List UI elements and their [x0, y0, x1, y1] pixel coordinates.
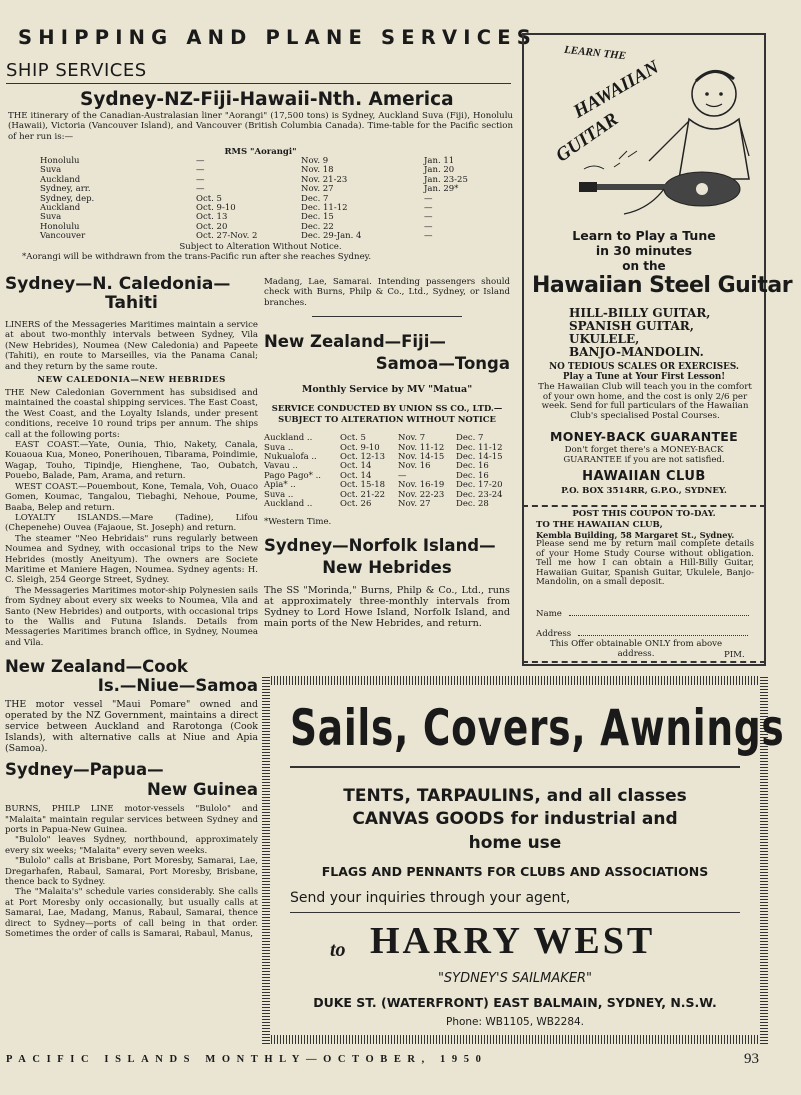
- hawaii-row: [40, 176, 480, 185]
- guitar-coupon: [522, 505, 766, 663]
- caledonia-heading-line2: Tahiti: [105, 293, 158, 313]
- hawaii-row: [40, 157, 480, 166]
- papua-p4: The "Malaita's" schedule varies considerably. She calls at Port Moresby only occasionally, but usually calls at Samarai, Lae, Madang, Manus, Rabaul, Samarai, thence direct to Sydney—ports of call being in that order. Sometimes the order of calls is Samarai, Rabaul, Manus,: [5, 887, 258, 940]
- hawaii-rms: RMS "Aorangi": [224, 147, 297, 157]
- fiji-cell: —: [398, 470, 407, 481]
- fiji-cell: Oct. 9-10: [340, 442, 380, 453]
- hawaii-cell: Suva: [40, 212, 62, 223]
- guitar-instrument-item: BANJO-MANDOLIN.: [569, 345, 704, 359]
- hawaii-cell: —: [196, 184, 205, 195]
- fiji-sub: Monthly Service by MV "Matua": [301, 384, 473, 396]
- hawaii-timetable: [40, 157, 480, 242]
- caledonia-p7: The Messageries Maritimes motor-ship Polynesien sails from Sydney about every six weeks to Noumea, Vila and Santo (New Hebrides) and outports, with occasional trips to the Wallis and Futuna Islands. Details from Messageries Maritimes branch office, in Sydney, Noumea and Vila.: [5, 585, 258, 648]
- hawaii-cell: —: [424, 203, 433, 214]
- fiji-cell: Oct. 14: [340, 470, 372, 481]
- coupon-name-label: Name: [536, 609, 562, 619]
- coupon-to: TO THE HAWAIIAN CLUB,: [536, 520, 663, 530]
- hawaii-cell: Oct. 13: [196, 212, 228, 223]
- fiji-conducted: SERVICE CONDUCTED BY UNION SS CO., LTD.—SUBJECT TO ALTERATION WITHOUT NOTICE: [271, 403, 503, 425]
- fiji-heading: [264, 331, 510, 375]
- middle-column: [264, 277, 510, 629]
- fiji-cell: Nukualofa ..: [264, 452, 317, 463]
- hawaii-row: [40, 213, 480, 222]
- hawaii-cell: —: [424, 193, 433, 204]
- guitar-club: HAWAIIAN CLUB: [582, 469, 706, 484]
- guitar-guarantee: MONEY-BACK GUARANTEE: [550, 429, 738, 444]
- coupon-address-label: Address: [536, 629, 572, 639]
- hawaii-cell: Nov. 9: [301, 156, 329, 166]
- hawaii-subject: Subject to Alteration Without Notice.: [179, 242, 342, 252]
- fiji-cell: Dec. 17-20: [456, 480, 503, 491]
- hawaii-cell: Auckland: [40, 203, 81, 214]
- fiji-cell: Vavau ..: [264, 461, 298, 472]
- hawaii-cell: Dec. 15: [301, 212, 334, 223]
- hawaii-cell: Dec. 11-12: [301, 203, 348, 214]
- sails-addr: DUKE ST. (WATERFRONT) EAST BALMAIN, SYDNEY, N.S.W.: [313, 995, 717, 1010]
- fiji-cell: Nov. 14-15: [398, 452, 445, 463]
- sails-ad: [262, 676, 785, 1044]
- hawaii-row: [40, 223, 480, 232]
- left-column: [5, 275, 258, 939]
- hawaii-note: *Aorangi will be withdrawn from the trans-Pacific run after she reaches Sydney.: [22, 252, 372, 262]
- papua-heading: [5, 760, 258, 800]
- fiji-cell: Suva ..: [264, 442, 294, 453]
- fiji-timetable: [264, 434, 510, 509]
- hawaii-heading: Sydney-NZ-Fiji-Hawaii-Nth. America: [80, 89, 454, 110]
- guitar-instrument-item: UKULELE,: [569, 332, 640, 346]
- fiji-cell: Apia* ..: [264, 480, 296, 491]
- hawaii-cell: —: [424, 231, 433, 242]
- guitar-title: Hawaiian Steel Guitar: [532, 273, 793, 298]
- guitar-ad: [522, 33, 793, 666]
- coupon-name-field[interactable]: [536, 609, 750, 619]
- papua-p1: BURNS, PHILP LINE motor-vessels "Bulolo" and "Malaita" maintain regular services between Sydney and ports in Papua-New Guinea.: [5, 804, 258, 835]
- sails-flags: FLAGS AND PENNANTS FOR CLUBS AND ASSOCIATIONS: [321, 864, 709, 879]
- fiji-cell: Suva ..: [264, 489, 294, 500]
- fiji-cell: Dec. 23-24: [456, 489, 503, 500]
- fiji-cell: Dec. 11-12: [456, 442, 503, 453]
- hawaii-cell: Jan. 11: [424, 156, 455, 166]
- hawaii-cell: Oct. 27-Nov. 2: [196, 231, 258, 242]
- cook-heading: [5, 657, 258, 695]
- fiji-cell: Nov. 16-19: [398, 480, 445, 491]
- hawaii-row: [40, 232, 480, 241]
- fiji-cell: Auckland ..: [264, 433, 313, 444]
- fiji-cell: Nov. 16: [398, 461, 431, 472]
- norfolk-heading-line2: New Hebrides: [322, 558, 452, 578]
- hawaii-cell: Jan. 29*: [424, 184, 459, 195]
- coupon-addr: Kembla Building, 58 Margaret St., Sydney.: [536, 530, 735, 540]
- guitar-no-scales: NO TEDIOUS SCALES OR EXERCISES.: [549, 362, 739, 372]
- guitar-play: Play a Tune at Your First Lesson!: [562, 372, 726, 382]
- section-rule: [6, 83, 511, 84]
- cook-heading-line2: Is.—Niue—Samoa: [97, 676, 258, 696]
- fiji-cell: Oct. 15-18: [340, 480, 386, 491]
- coupon-text: Please send me by return mail complete details of your Home Study Course without obligation. Tell me how I can obtain a Hill-Billy Guitar, Hawaiian Guitar, Spanish Guitar, Ukulele, Banjo-Mandolin, on a small deposit.: [536, 539, 754, 588]
- hawaii-cell: Nov. 21-23: [301, 174, 348, 185]
- guitar-hawaiian: HAWAIIAN: [569, 56, 663, 123]
- hawaii-cell: Jan. 23-25: [424, 174, 468, 185]
- guitar-guarantee-text: Don't forget there's a MONEY-BACK GUARANTEE if you are not satisfied.: [563, 445, 725, 465]
- guitar-body: The Hawaiian Club will teach you in the comfort of your own home, and the cost is only 2/6 per week. Send for full particulars of the Hawaiian Club's specialised Postal Courses.: [538, 382, 752, 421]
- sails-send: Send your inquiries through your agent,: [290, 890, 571, 906]
- caledonia-sub: NEW CALEDONIA—NEW HEBRIDES: [37, 375, 226, 386]
- fiji-cell: Oct. 12-13: [340, 452, 386, 463]
- fiji-cell: Oct. 14: [340, 461, 372, 472]
- fiji-cell: Dec. 16: [456, 470, 489, 481]
- hawaii-cell: Sydney, dep.: [40, 193, 95, 204]
- footer-text: PACIFIC ISLANDS MONTHLY—OCTOBER, 1950: [6, 1054, 488, 1065]
- hawaii-cell: Dec. 7: [301, 193, 329, 204]
- hawaii-cell: Honolulu: [40, 221, 80, 232]
- caledonia-heading: [5, 275, 258, 313]
- hawaii-cell: —: [196, 156, 205, 166]
- papua-p3: "Bulolo" calls at Brisbane, Port Moresby, Samarai, Lae, Dregarhafen, Rabaul, Samarai, Port Moresby, Brisbane, thence back to Sydney.: [5, 856, 258, 888]
- caledonia-p2: THE New Caledonian Government has subsidised and maintained the coastal shipping services. The East Coast, the West Coast, and the Loyalty Islands, under present conditions, receive 10 round trips per annum. The ships call at the following ports:: [5, 388, 258, 440]
- fiji-cell: Nov. 7: [398, 433, 426, 444]
- coupon-title: POST THIS COUPON TO-DAY.: [572, 509, 716, 519]
- middle-rule: [312, 316, 462, 317]
- papua-heading-line2: New Guinea: [146, 780, 258, 800]
- hawaii-cell: Dec. 22: [301, 221, 334, 232]
- sails-phone: Phone: WB1105, WB2284.: [445, 1016, 585, 1028]
- page-number: 93: [744, 1051, 759, 1067]
- hawaii-cell: Dec. 29-Jan. 4: [301, 231, 362, 242]
- caledonia-p5: LOYALTY ISLANDS.—Mare (Tadine), Lifou (Chepenehe) Ouvea (Fajaoue, St. Joseph) and return.: [5, 512, 258, 534]
- papua-p2: "Bulolo" leaves Sydney, northbound, approximately every six weeks; "Malaita" every seven weeks.: [5, 835, 258, 856]
- sails-line2: CANVAS GOODS for industrial and: [352, 809, 678, 829]
- hawaii-row: [40, 195, 480, 204]
- norfolk-heading: [264, 535, 510, 579]
- hawaii-cell: Oct. 9-10: [196, 203, 236, 214]
- guitar-instrument-list: [569, 307, 710, 359]
- sails-name: HARRY WEST: [370, 920, 656, 962]
- fiji-cell: Dec. 14-15: [456, 452, 503, 463]
- fiji-cell: Oct. 26: [340, 499, 372, 510]
- hawaii-cell: Vancouver: [40, 231, 86, 242]
- sails-title: Sails, Covers, Awnings: [290, 699, 785, 757]
- fiji-cell: Nov. 22-23: [398, 489, 445, 500]
- coupon-code: PIM.: [724, 650, 745, 660]
- section-title: SHIP SERVICES: [6, 60, 147, 81]
- cook-heading-line1: New Zealand—Cook: [5, 657, 188, 677]
- hawaii-intro: THE itinerary of the Canadian-Australasian liner "Aorangi" (17,500 tons) is Sydney, Auckland Suva (Fiji), Honolulu (Hawaii), Victoria (Vancouver Island), and Vancouver (British Columbia Canada). Time-table for the Pacific section of her run is:—: [8, 111, 513, 142]
- caledonia-p1: LINERS of the Messageries Maritimes maintain a service at about two-monthly intervals between Sydney, Vila (New Hebrides), Noumea (New Caledonia) and Papeete (Tahiti), en route to Marseilles, via the Panama Canal; and they return by the same route.: [5, 320, 258, 372]
- guitar-address: P.O. BOX 3514RR, G.P.O., SYDNEY.: [561, 486, 727, 496]
- fiji-heading-line1: New Zealand—Fiji—: [264, 332, 446, 352]
- guitar-guitar: GUITAR: [552, 108, 623, 167]
- sails-sailmaker: "SYDNEY'S SAILMAKER": [437, 971, 593, 986]
- hawaii-cell: Nov. 18: [301, 165, 334, 176]
- page-banner: SHIPPING AND PLANE SERVICES: [18, 26, 537, 49]
- sails-line3: home use: [468, 833, 562, 853]
- norfolk-heading-line1: Sydney—Norfolk Island—: [264, 536, 496, 556]
- fiji-cell: Oct. 5: [340, 433, 366, 444]
- sails-line1: TENTS, TARPAULINS, and all classes: [343, 786, 687, 806]
- hawaii-row: [40, 166, 480, 175]
- hawaii-cell: Sydney, arr.: [40, 184, 91, 195]
- fiji-cell: Dec. 28: [456, 499, 489, 510]
- hawaii-cell: —: [196, 174, 205, 185]
- norfolk-p1: The SS "Morinda," Burns, Philp & Co., Ltd., runs at approximately three-monthly intervals from Sydney to Lord Howe Island, Norfolk Island, and main ports of the New Hebrides, and return.: [264, 585, 510, 630]
- hawaii-cell: —: [196, 165, 205, 176]
- fiji-cell: Pago Pago* ..: [264, 470, 321, 481]
- hawaii-row: [40, 185, 480, 194]
- hawaii-row: [40, 204, 480, 213]
- guitar-tagline1: Learn to Play a Tune: [572, 228, 716, 243]
- guitar-instrument-item: HILL-BILLY GUITAR,: [569, 306, 711, 320]
- fiji-cell: Dec. 16: [456, 461, 489, 472]
- fiji-row: [264, 500, 510, 509]
- caledonia-p3: EAST COAST.—Yate, Ounia, Thio, Nakety, Canala, Kouaoua Kua, Moneo, Ponerihouen, Tibarama, Poindimie, Wagap, Touho, Tipindje, Hienghene, Tao, Oubatch, Pouebo, Balade, Pam, Arama, and return.: [5, 440, 258, 482]
- guitar-instrument-item: SPANISH GUITAR,: [569, 319, 694, 333]
- caledonia-heading-line1: Sydney—N. Caledonia—: [5, 274, 231, 294]
- fiji-heading-line2: Samoa—Tonga: [375, 354, 510, 374]
- coupon-address-field[interactable]: [536, 629, 750, 639]
- fiji-cell: Nov. 27: [398, 499, 431, 510]
- hawaii-cell: Suva: [40, 165, 62, 176]
- sails-to: to: [330, 939, 346, 961]
- fiji-note: *Western Time.: [264, 517, 332, 528]
- coupon-offer: This Offer obtainable ONLY from above address.: [549, 639, 723, 659]
- caledonia-p4: WEST COAST.—Pouembout, Kone, Temala, Voh, Ouaco Gomen, Koumac, Tangalou, Tiebaghi, Nehoue, Poume, Baaba, Belep and return.: [5, 481, 258, 513]
- fiji-cell: Oct. 21-22: [340, 489, 386, 500]
- hawaii-cell: Oct. 20: [196, 221, 228, 232]
- hawaii-cell: —: [424, 212, 433, 223]
- caledonia-p6: The steamer "Neo Hebridais" runs regularly between Noumea and Sydney, with occasional trips to the New Hebrides (mostly Aneityum). The owners are Societe Maritime et Maniere Hagen, Noumea. Sydney agents: H. C. Sleigh, 254 George Street, Sydney.: [5, 533, 258, 586]
- guitar-learn: LEARN THE: [563, 43, 627, 63]
- hawaii-cell: —: [424, 221, 433, 232]
- hawaii-cell: Oct. 5: [196, 193, 222, 204]
- fiji-cell: Nov. 11-12: [398, 442, 445, 453]
- cook-p1: THE motor vessel "Maui Pomare" owned and operated by the NZ Government, maintains a direct service between Auckland and Rarotonga (Cook Islands), with alternative calls at Niue and Apia (Samoa).: [5, 699, 258, 755]
- papua-heading-line1: Sydney—Papua—: [5, 760, 164, 780]
- hawaii-cell: Nov. 27: [301, 184, 334, 195]
- guitar-tagline2: in 30 minutes: [595, 243, 693, 258]
- hawaii-cell: Honolulu: [40, 156, 80, 166]
- fiji-cell: Auckland ..: [264, 499, 313, 510]
- guitar-tagline3: on the: [622, 259, 666, 273]
- papua-p5: Madang, Lae, Samarai. Intending passengers should check with Burns, Philp & Co., Ltd., Sydney, or Island branches.: [264, 277, 510, 308]
- guitar-illustration: [524, 39, 764, 224]
- fiji-cell: Dec. 7: [456, 433, 484, 444]
- hawaii-cell: Jan. 20: [424, 165, 455, 176]
- hawaii-cell: Auckland: [40, 174, 81, 185]
